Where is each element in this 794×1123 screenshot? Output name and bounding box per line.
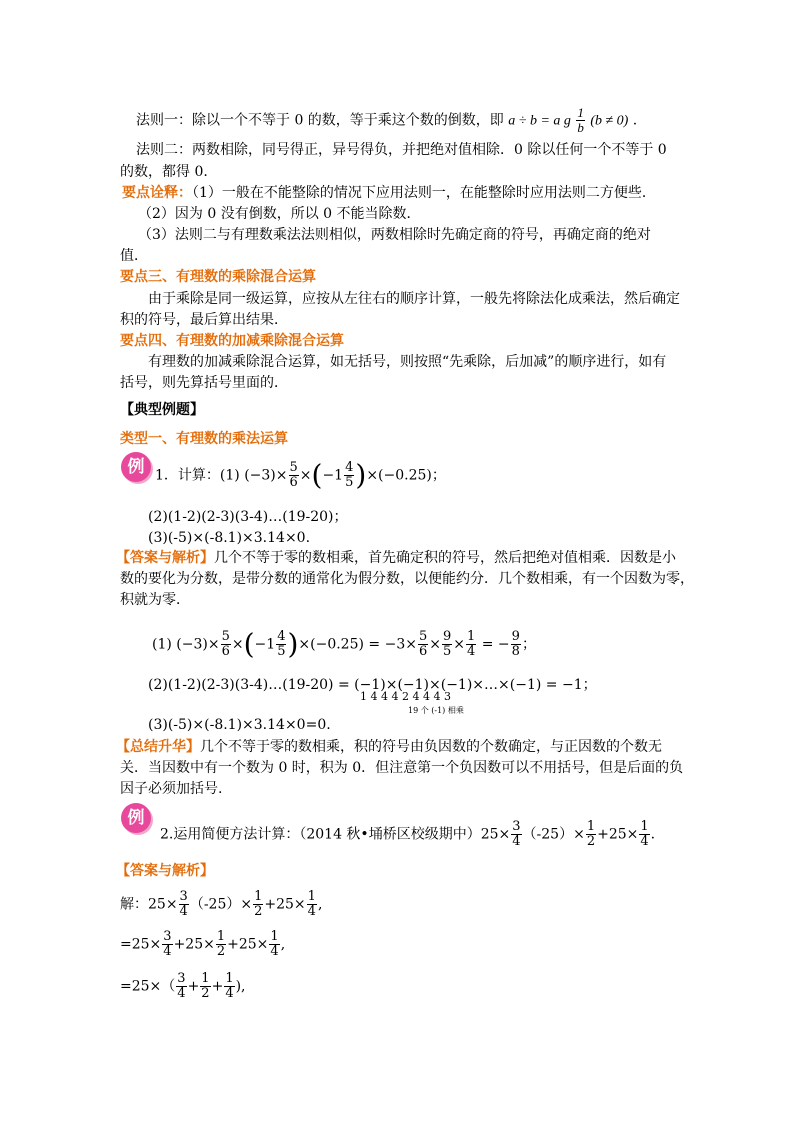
ex1-question-3: (3)(-5)×(-8.1)×3.14×0.: [148, 530, 311, 546]
type1-heading: 类型一、有理数的乘法运算: [120, 431, 288, 447]
example-badge-2: 例: [121, 803, 151, 833]
note-1: （1）一般在不能整除的情况下应用法则一，在能整除时应用法则二方便些．: [192, 185, 656, 201]
example-badge-1: 例: [121, 452, 151, 482]
rule1-math: a ÷ b = a g: [508, 113, 571, 129]
ex1-underbrace: 1 4 4 4 2 4 4 4 3: [360, 690, 451, 703]
ex1-underbrace-label: 19 个 (-1) 相乘: [408, 706, 464, 715]
ex1-answer-label: 【答案与解析】: [116, 550, 214, 566]
ex1-summary-line3: 因子必须加括号.: [120, 781, 223, 797]
rule1-fraction: $\frac{1}{b}$: [577, 105, 584, 135]
ex1-solution-2: (2)(1-2)(2-3)(3-4)…(19-20) = (−1)×(−1)×(−1)×…×(−1) = −1；: [148, 677, 597, 693]
rule1-condition: (b ≠ 0): [590, 113, 629, 129]
rule1-line: 法则一：除以一个不等于 0 的数，等于乘这个数的倒数，即 a ÷ b = a g $\frac{1}{b}$ (b ≠ 0) .: [136, 105, 638, 135]
notes-heading: 要点诠释：: [122, 185, 192, 201]
ex1-solution-1: (1) (−3)× $\frac{5}{6}$ ×(−1 $\frac{4}{5}$ )×(−0.25) = −3× $\frac{5}{6}$ × $\frac{9}{5}$ × $\frac{1}{4}$ = − $\frac{9}{8}$ ；: [152, 627, 536, 661]
ex1-question-2: (2)(1-2)(2-3)(3-4)…(19-20)；: [148, 509, 348, 525]
point4-line1: 有理数的加减乘除混合运算，如无括号，则按照“先乘除，后加减”的顺序进行，如有: [148, 354, 667, 370]
ex1-question-1: 1．计算：(1) (−3)× $\frac{5}{6}$ ×(−1 $\frac{4}{5}$ )×(−0.25)；: [155, 458, 446, 492]
rule2-line1: 法则二：两数相除，同号得正，异号得负，并把绝对值相除．0 除以任何一个不等于 0: [136, 142, 667, 158]
ex1-summary-line2: 关．当因数中有一个数为 0 时，积为 0．但注意第一个负因数可以不用括号，但是后面的负: [120, 760, 684, 776]
ex1-answer-line1: 【答案与解析】几个不等于零的数相乘，首先确定积的符号，然后把绝对值相乘．因数是小: [116, 550, 676, 566]
notes-line1: [122, 184, 656, 202]
ex2-solution-line3: =25×（ $\frac{3}{4}$ + $\frac{1}{2}$ + $\frac{1}{4}$ ),: [120, 971, 246, 1001]
rule2-line2: 的数，都得 0.: [120, 164, 208, 180]
ex2-solution-line2: =25× $\frac{3}{4}$ +25× $\frac{1}{2}$ +25× $\frac{1}{4}$ ,: [120, 929, 286, 959]
ex1-solution-3: (3)(-5)×(-8.1)×3.14×0=0.: [148, 717, 331, 733]
ex2-question: 2.运用简便方法计算：（2014 秋•埇桥区校级期中）25× $\frac{3}{4}$ （-25）× $\frac{1}{2}$ +25× $\frac{1}{4}$ .: [160, 819, 656, 849]
note-2: （2）因为 0 没有倒数，所以 0 不能当除数．: [138, 206, 421, 222]
note-3-line1: （3）法则二与有理数乘法法则相似，两数相除时先确定商的符号，再确定商的绝对: [138, 227, 651, 243]
ex2-solution-line1: 解：25× $\frac{3}{4}$ （-25）× $\frac{1}{2}$ +25× $\frac{1}{4}$ ,: [120, 889, 323, 919]
note-3-line2: 值．: [120, 248, 148, 264]
ex2-answer-label: 【答案与解析】: [116, 863, 214, 879]
ex1-summary-line1: 【总结升华】几个不等于零的数相乘，积的符号由负因数的个数确定，与正因数的个数无: [116, 739, 662, 755]
point4-heading: 要点四、有理数的加减乘除混合运算: [120, 333, 344, 349]
rule1-text: 法则一：除以一个不等于 0 的数，等于乘这个数的倒数，即: [136, 112, 504, 129]
ex1-answer-line2: 数的要化为分数，是带分数的通常化为假分数，以便能约分．几个数相乘，有一个因数为零，: [120, 571, 694, 587]
point3-heading: 要点三、有理数的乘除混合运算: [120, 269, 316, 285]
point3-line1: 由于乘除是同一级运算，应按从左往右的顺序计算，一般先将除法化成乘法，然后确定: [148, 291, 680, 307]
ex1-summary-label: 【总结升华】: [116, 739, 200, 755]
examples-heading: 【典型例题】: [120, 402, 204, 418]
point4-line2: 括号，则先算括号里面的．: [120, 375, 288, 391]
ex1-answer-line3: 积就为零．: [120, 592, 190, 608]
point3-line2: 积的符号，最后算出结果．: [120, 312, 288, 328]
